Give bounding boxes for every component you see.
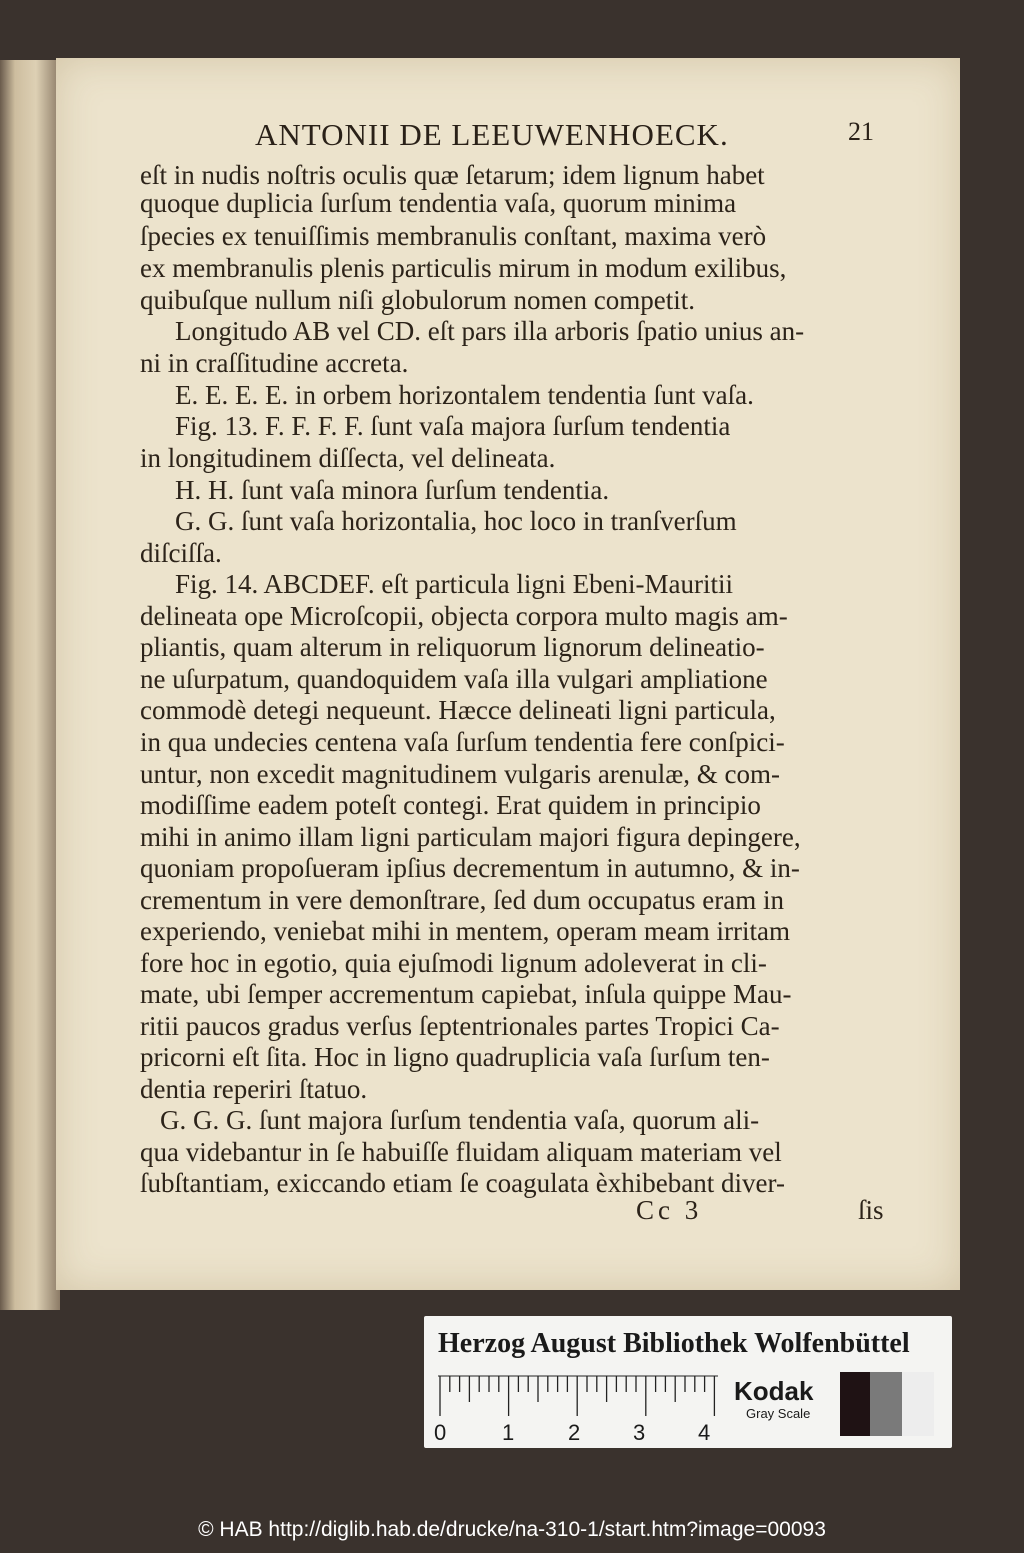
text-line: modiſſime eadem poteſt contegi. Erat quidem in principio: [140, 790, 761, 820]
text-line: commodè detegi nequeunt. Hæcce delineati ligni particula,: [140, 695, 776, 725]
text-line: crementum in vere demonſtrare, ſed dum occupatus eram in: [140, 885, 785, 915]
gray-scale-label: Gray Scale: [746, 1406, 811, 1421]
catchword: ſis: [858, 1195, 884, 1225]
footer-url: © HAB http://diglib.hab.de/drucke/na-310-1/start.htm?image=00093: [198, 1518, 826, 1541]
text-line: E. E. E. E. in orbem horizontalem tendentia ſunt vaſa.: [175, 380, 754, 410]
text-line: ex membranulis plenis particulis mirum in modum exilibus,: [140, 253, 787, 283]
text-line: untur, non excedit magnitudinem vulgaris arenulæ, & com-: [140, 759, 781, 789]
text-line: delineata ope Microſcopii, objecta corpora multo magis am-: [140, 601, 788, 631]
text-line: ſpecies ex tenuiſſimis membranulis conſtant, maxima verò: [140, 221, 767, 251]
text-line: quibuſque nullum niſi globulorum nomen competit.: [140, 285, 695, 315]
adjacent-page-edge: [0, 60, 60, 1310]
gray-patch-black: [840, 1372, 870, 1436]
text-line: in longitudinem diſſecta, vel delineata.: [140, 443, 556, 473]
text-line: Fig. 13. F. F. F. F. ſunt vaſa majora ſurſum tendentia: [175, 411, 731, 441]
text-line: Longitudo AB vel CD. eſt pars illa arboris ſpatio unius an-: [175, 316, 805, 346]
text-line: eſt in nudis noſtris oculis quæ ſetarum; idem lignum habet: [140, 160, 765, 190]
text-line: G. G. G. ſunt majora ſurſum tendentia vaſa, quorum ali-: [160, 1105, 760, 1135]
text-line: G. G. ſunt vaſa horizontalia, hoc loco in tranſverſum: [175, 506, 737, 536]
ruler-scale: [436, 1374, 726, 1418]
library-name: Herzog August Bibliothek Wolfenbüttel: [438, 1328, 910, 1359]
signature-mark: Cc 3: [636, 1195, 703, 1225]
text-line: ſubſtantiam, exiccando etiam ſe coagulata èxhibebant diver-: [140, 1168, 785, 1198]
text-line: pliantis, quam alterum in reliquorum lignorum delineatio-: [140, 632, 765, 662]
text-line: mihi in animo illam ligni particulam majori figura depingere,: [140, 822, 801, 852]
text-line: pricorni eſt ſita. Hoc in ligno quadruplicia vaſa ſurſum ten-: [140, 1042, 770, 1072]
text-line: ritii paucos gradus verſus ſeptentrionales partes Tropici Ca-: [140, 1011, 780, 1041]
text-line: Fig. 14. ABCDEF. eſt particula ligni Ebeni-Mauritii: [175, 569, 734, 599]
page-number: 21: [848, 117, 874, 146]
ruler-label: 3: [633, 1420, 646, 1445]
text-line: quoque duplicia ſurſum tendentia vaſa, quorum minima: [140, 188, 737, 218]
gray-patch-light: [902, 1372, 934, 1436]
text-line: quoniam propoſueram ipſius decrementum in autumno, & in-: [140, 853, 800, 883]
text-line: mate, ubi ſemper accrementum capiebat, inſula quippe Mau-: [140, 979, 792, 1009]
ruler-label: 1: [502, 1420, 515, 1445]
ruler-label: 2: [568, 1420, 581, 1445]
text-line: experiendo, veniebat mihi in mentem, operam meam irritam: [140, 916, 791, 946]
scan-reference-card: [424, 1316, 952, 1448]
gray-patch-mid: [870, 1372, 902, 1436]
running-header: ANTONII DE LEEUWENHOECK.: [255, 117, 729, 152]
kodak-logo: Kodak: [734, 1376, 814, 1406]
text-line: fore hoc in egotio, quia ejuſmodi lignum adoleverat in cli-: [140, 948, 767, 978]
text-line: ni in craſſitudine accreta.: [140, 348, 409, 378]
text-line: ne uſurpatum, quandoquidem vaſa illa vulgari ampliatione: [140, 664, 768, 694]
text-line: in qua undecies centena vaſa ſurſum tendentia fere conſpici-: [140, 727, 785, 757]
ruler-label: 0: [434, 1420, 447, 1445]
text-line: qua videbantur in ſe habuiſſe fluidam aliquam materiam vel: [140, 1137, 782, 1167]
text-line: dentia reperiri ſtatuo.: [140, 1074, 368, 1104]
ruler-label: 4: [698, 1420, 711, 1445]
text-line: H. H. ſunt vaſa minora ſurſum tendentia.: [175, 475, 610, 505]
text-line: diſciſſa.: [140, 538, 222, 568]
